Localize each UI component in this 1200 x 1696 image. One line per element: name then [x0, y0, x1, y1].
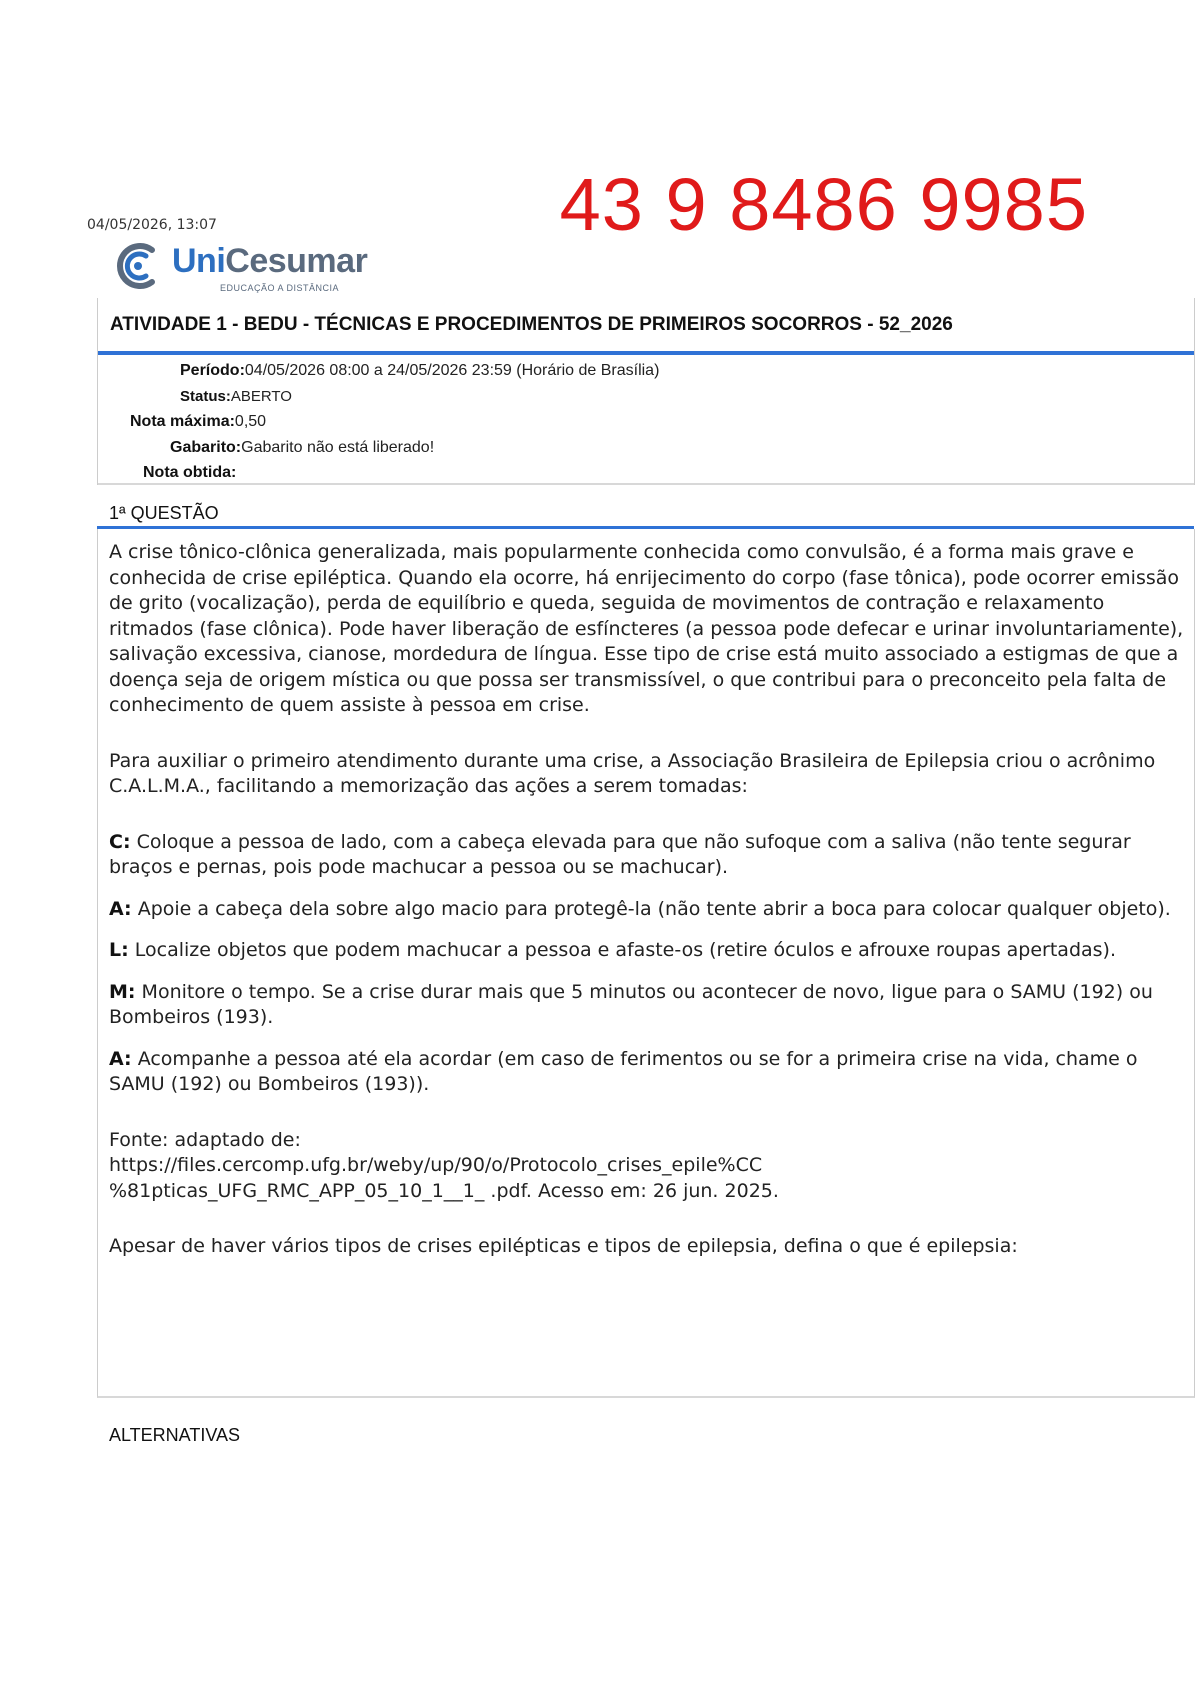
alternatives-heading: ALTERNATIVAS	[109, 1425, 241, 1445]
nota-maxima-value: 0,50	[234, 413, 267, 430]
question-box	[97, 529, 1195, 1398]
step-text: Monitore o tempo. Se a crise durar mais que 5 minutos ou acontecer de novo, ligue para o SAMU (192) ou Bombeiros (193).	[109, 980, 1153, 1028]
question-heading: 1ª QUESTÃO	[109, 503, 219, 523]
step-l	[109, 938, 1189, 964]
periodo-value: 04/05/2026 08:00 a 24/05/2026 23:59 (Horário de Brasília)	[244, 362, 660, 379]
gabarito-row	[170, 439, 434, 457]
source-label: Fonte: adaptado de:	[109, 1128, 301, 1151]
logo-emblem-icon	[112, 241, 168, 291]
nota-obtida-label: Nota obtida:	[143, 464, 237, 481]
status-value: ABERTO	[230, 388, 292, 405]
step-c	[109, 830, 1189, 881]
header-divider	[98, 483, 1194, 485]
title-divider	[98, 351, 1194, 355]
status-label: Status:	[180, 388, 231, 405]
step-letter: C:	[109, 830, 131, 853]
step-a1	[109, 897, 1189, 923]
nota-maxima-label: Nota máxima:	[130, 413, 235, 430]
status-row	[180, 388, 292, 405]
step-letter: L:	[109, 939, 129, 961]
question-body	[109, 540, 1189, 1260]
nota-maxima-row	[130, 413, 266, 431]
nota-obtida-row	[143, 464, 236, 482]
question-prompt: Apesar de haver vários tipos de crises epilépticas e tipos de epilepsia, defina o que é epilepsia:	[109, 1235, 1018, 1257]
unicesumar-logo	[112, 241, 368, 297]
step-letter: M:	[109, 980, 136, 1003]
step-text: Localize objetos que podem machucar a pessoa e afaste-os (retire óculos e afrouxe roupas apertadas).	[128, 939, 1117, 961]
gabarito-label: Gabarito:	[170, 439, 242, 456]
step-a2	[109, 1047, 1189, 1098]
periodo-row	[180, 362, 659, 380]
step-text: Acompanhe a pessoa até ela acordar (em caso de ferimentos ou se for a primeira crise na vida, chame o SAMU (192) ou Bombeiros (193)).	[109, 1047, 1138, 1095]
gabarito-value: Gabarito não está liberado!	[241, 439, 435, 456]
source-url-continued: %81pticas_UFG_RMC_APP_05_10_1__1_ .pdf. Acesso em: 26 jun. 2025.	[109, 1179, 779, 1202]
acronym-intro: Para auxiliar o primeiro atendimento durante uma crise, a Associação Brasileira de Epilepsia criou o acrônimo C.A.L.M.A., facilitando a memorização das ações a serem tomadas:	[109, 749, 1156, 797]
step-letter: A:	[109, 1047, 132, 1070]
logo-tagline: EDUCAÇÃO A DISTÂNCIA	[220, 283, 340, 293]
source-url: https://files.cercomp.ufg.br/weby/up/90/o/Protocolo_crises_epile%CC	[109, 1154, 763, 1176]
step-text: Apoie a cabeça dela sobre algo macio para protegê-la (não tente abrir a boca para colocar qualquer objeto).	[131, 897, 1171, 920]
activity-title: ATIVIDADE 1 - BEDU - TÉCNICAS E PROCEDIMENTOS DE PRIMEIROS SOCORROS - 52_2026	[110, 314, 953, 335]
periodo-label: Período:	[180, 362, 245, 379]
question-intro: A crise tônico-clônica generalizada, mais popularmente conhecida como convulsão, é a forma mais grave e conhecida de crise epiléptica. Quando ela ocorre, há enrijecimento do corpo (fase tônica), pode ocorrer emissão de grito (vocalização), perda de equilíbrio e queda, seguida de movimentos de contração e relaxamento ritmados (fase clônica). Pode haver liberação de esfíncteres (a pessoa pode defecar e urinar involuntariamente), salivação excessiva, cianose, mordedura de língua. Esse tipo de crise está muito associado a estigmas de que a doença seja de origem mística ou que possa ser transmissível, o que contribui para o preconceito pela falta de conhecimento de quem assiste à pessoa em crise.	[109, 541, 1184, 716]
step-letter: A:	[109, 897, 132, 920]
step-m	[109, 980, 1189, 1031]
phone-number-overlay: 43 9 8486 9985	[559, 163, 1088, 246]
activity-header	[97, 298, 1195, 485]
print-timestamp: 04/05/2026, 13:07	[87, 217, 217, 233]
logo-wordmark: UniCesumar	[172, 242, 368, 280]
step-text: Coloque a pessoa de lado, com a cabeça elevada para que não sufoque com a saliva (não tente segurar braços e pernas, pois pode machucar a pessoa ou se machucar).	[109, 830, 1131, 878]
